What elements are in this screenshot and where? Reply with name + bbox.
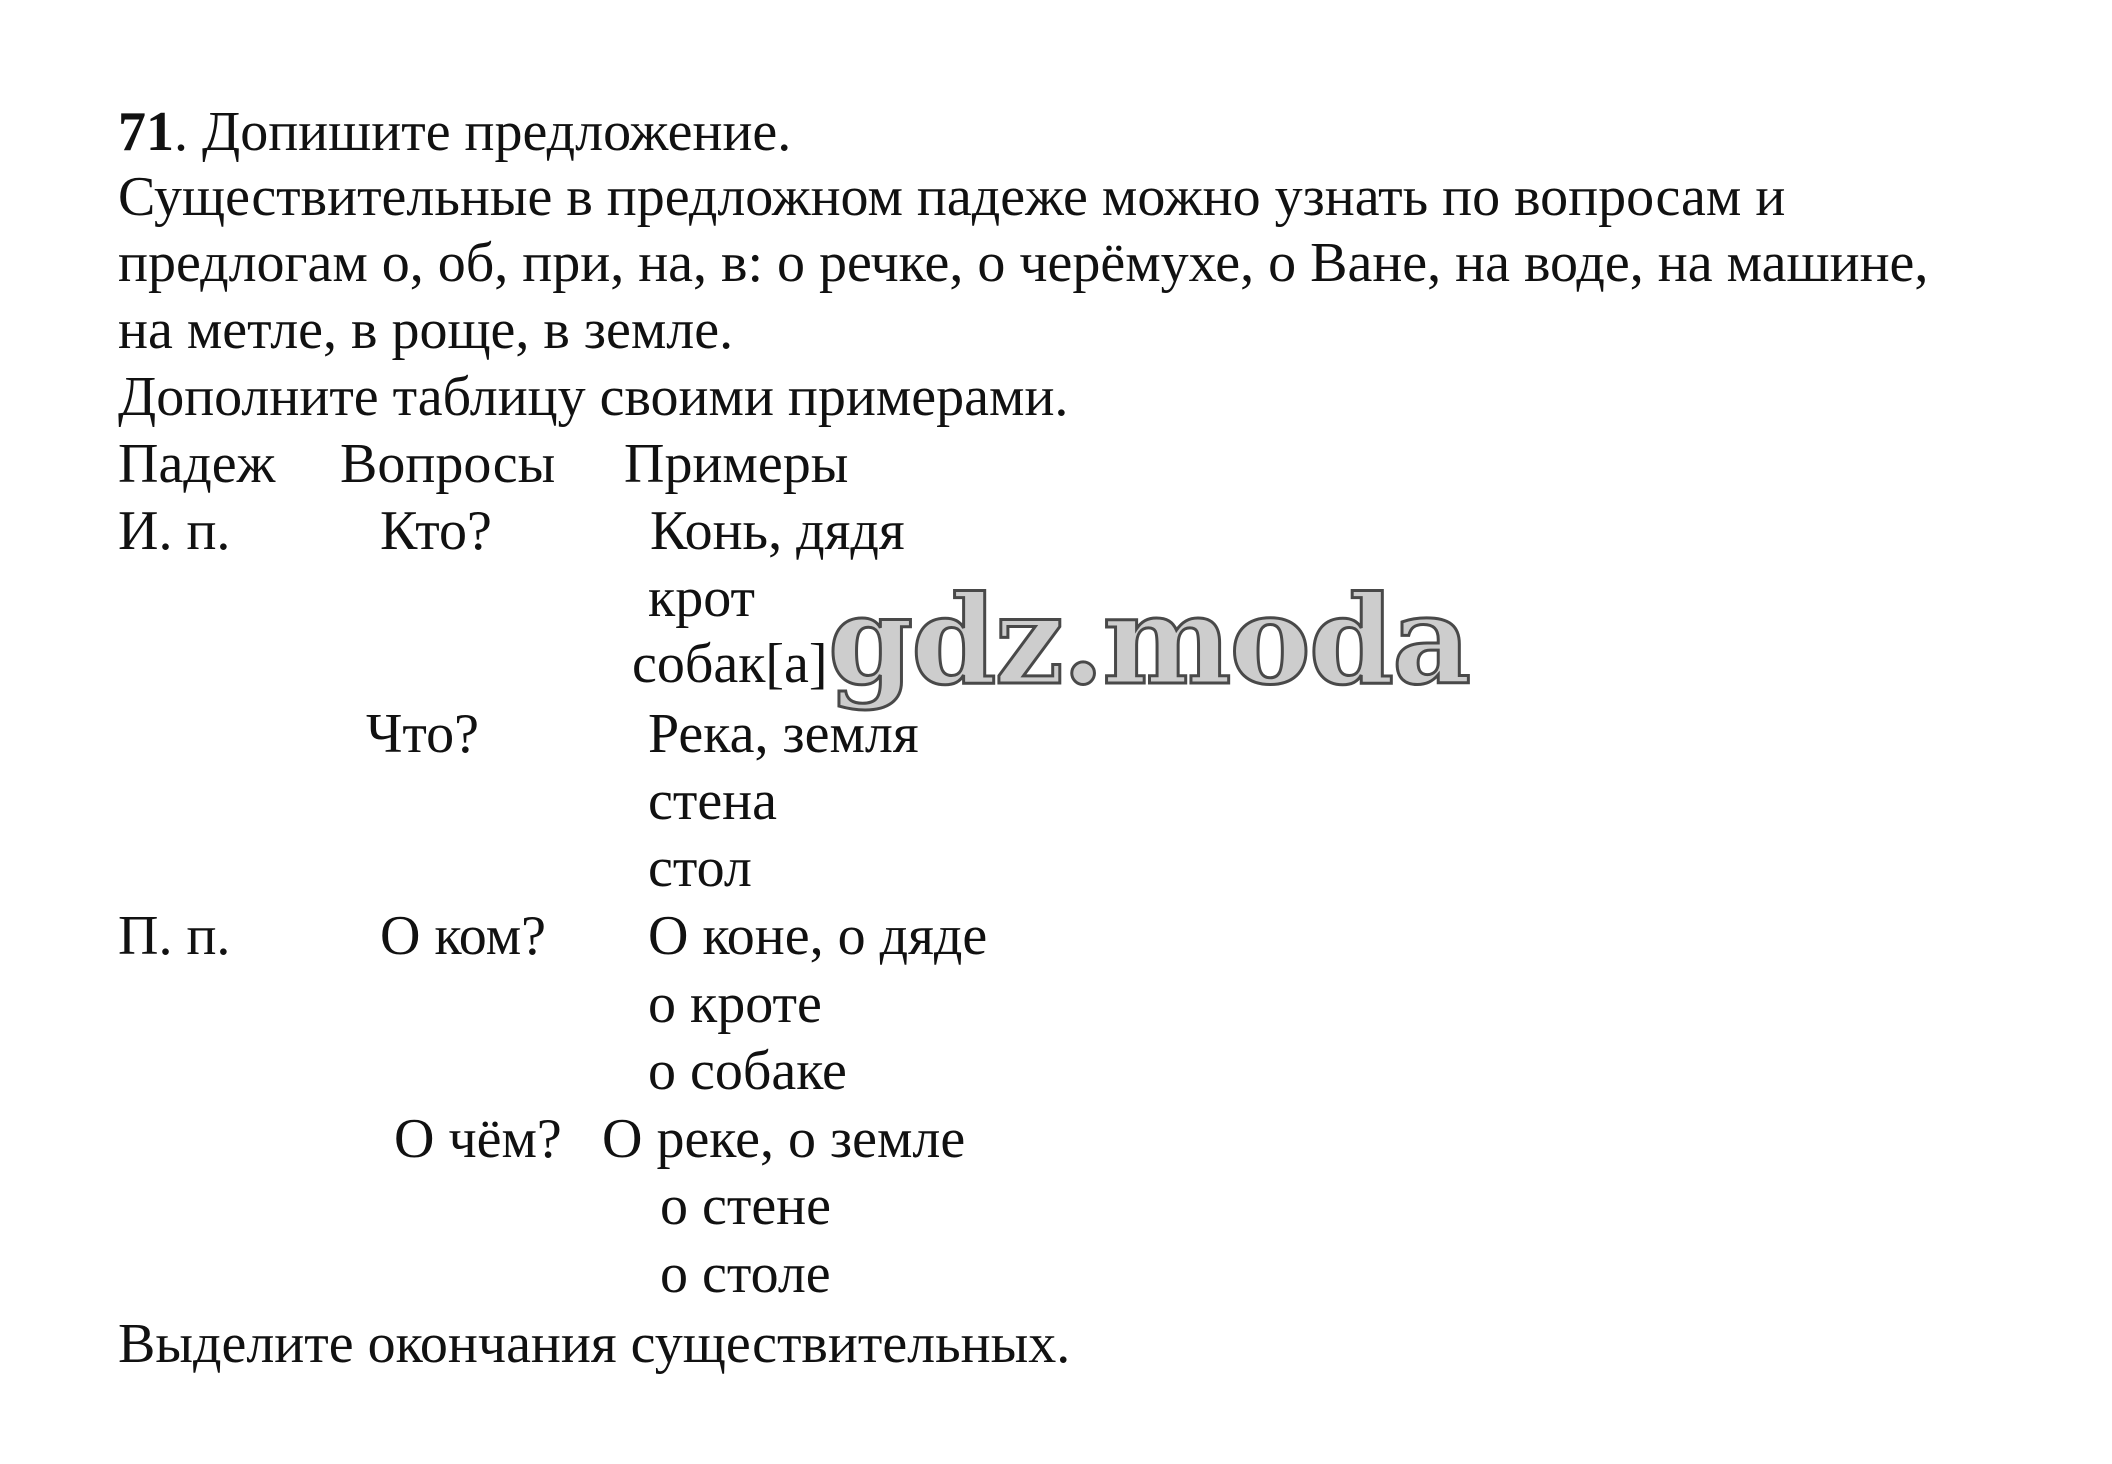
task-title: . Допишите предложение. [174,101,792,163]
example-prep-what-3: о столе [660,1243,831,1305]
example-nom-what-2: стена [648,770,778,832]
example-prep-whom-3: о собаке [648,1040,847,1102]
paragraph-line-2: предлогам о, об, при, на, в: о речке, о черёмухе, о Ване, на воде, на машине, [118,232,1929,294]
example-prep-what-1: О реке, о земле [602,1108,966,1170]
example-prep-what-2: о стене [660,1175,832,1237]
question-what: Что? [366,703,479,765]
question-who: Кто? [380,500,492,562]
footer-instruction: Выделите окончания существительных. [118,1313,1071,1375]
example-nom-what-3: стол [648,837,752,899]
example-nom-who-1: Конь, дядя [650,500,905,562]
example-prep-whom-1: О коне, о дяде [648,905,988,967]
question-about-what: О чём? [394,1108,562,1170]
example-nom-who-2: крот [648,567,755,629]
instruction-text: Дополните таблицу своими примерами. [118,366,1069,428]
example-nom-what-1: Река, земля [648,703,919,765]
header-examples: Примеры [624,433,849,495]
case-nominative: И. п. [118,500,231,562]
case-prepositional: П. п. [118,905,231,967]
paragraph-line-3: на метле, в роще, в земле. [118,299,734,361]
header-case: Падеж [118,433,276,495]
example-nom-who-3: собак[а] [632,633,828,695]
task-number: 71 [118,101,174,163]
watermark-logo: gdz.moda [828,568,1470,712]
question-about-whom: О ком? [380,905,547,967]
task-heading [118,98,791,166]
paragraph-line-1: Существительные в предложном падеже можно узнать по вопросам и [118,166,1786,228]
example-prep-whom-2: о кроте [648,973,822,1035]
header-questions: Вопросы [340,433,556,495]
